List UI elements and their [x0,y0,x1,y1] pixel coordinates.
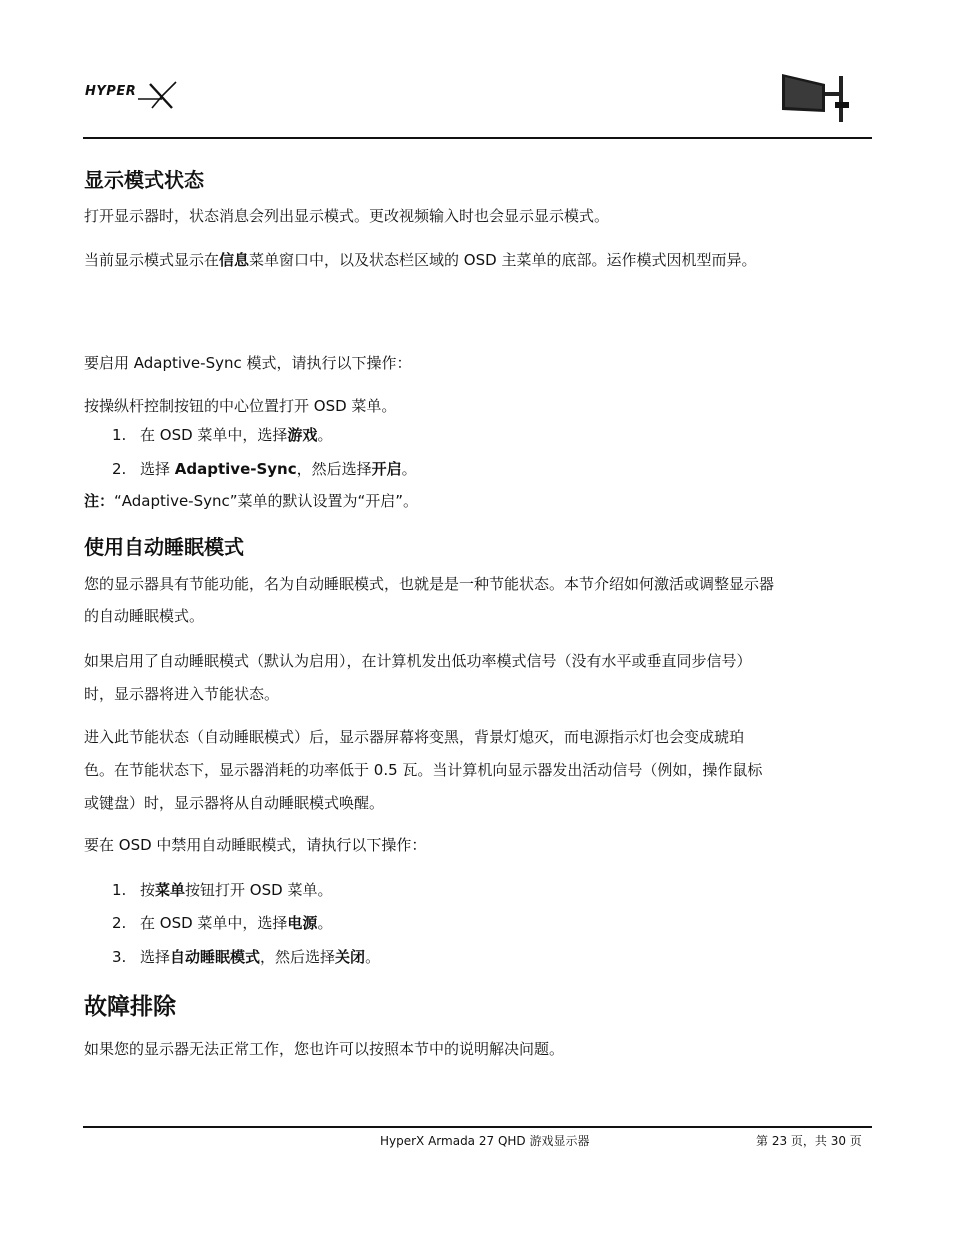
sleep-step-1: 1. 按菜单按钮打开 OSD 菜单。 [112,881,333,899]
hyperx-logo [84,80,182,110]
section-heading-sleep-mode: 使用自动睡眠模式 [84,535,244,559]
sleep-paragraph-1-line-2: 的自动睡眠模式。 [84,607,205,625]
sleep-paragraph-3-line-3: 或键盘）时，显示器将从自动睡眠模式唤醒。 [84,794,385,812]
sleep-paragraph-1-line-1: 您的显示器具有节能功能，名为自动睡眠模式，也就是是一种节能状态。本节介绍如何激活或调整显示器 [84,575,775,593]
footer-divider [83,1126,872,1128]
display-mode-paragraph-2: 当前显示模式显示在信息菜单窗口中，以及状态栏区域的 OSD 主菜单的底部。运作模式因机型而异。 [84,251,757,269]
footer-page-number: 第 23 页，共 30 页 [756,1134,862,1148]
adaptive-sync-intro: 要启用 Adaptive-Sync 模式，请执行以下操作： [84,354,412,372]
adaptive-sync-note: 注：“Adaptive-Sync”菜单的默认设置为“开启”。 [84,492,419,510]
section-heading-display-mode: 显示模式状态 [84,168,204,192]
sleep-step-2: 2. 在 OSD 菜单中，选择电源。 [112,914,333,932]
sleep-paragraph-4: 要在 OSD 中禁用自动睡眠模式，请执行以下操作： [84,836,427,854]
adaptive-sync-step-2: 2. 选择 Adaptive-Sync，然后选择开启。 [112,460,417,478]
sleep-step-3: 3. 选择自动睡眠模式，然后选择关闭。 [112,948,381,966]
footer-document-title: HyperX Armada 27 QHD 游戏显示器 [380,1134,590,1148]
section-heading-troubleshooting: 故障排除 [84,994,176,1020]
sleep-paragraph-2-line-2: 时，显示器将进入节能状态。 [84,685,280,703]
monitor-arm-icon [779,72,851,124]
display-mode-paragraph-1: 打开显示器时，状态消息会列出显示模式。更改视频输入时也会显示显示模式。 [84,207,610,225]
svg-text:HYPER: HYPER [85,84,137,99]
sleep-paragraph-3-line-1: 进入此节能状态（自动睡眠模式）后，显示器屏幕将变黑，背景灯熄灭，而电源指示灯也会变成琥珀 [84,728,745,746]
sleep-paragraph-3-line-2: 色。在节能状态下，显示器消耗的功率低于 0.5 瓦。当计算机向显示器发出活动信号（例如，操作鼠标 [84,761,763,779]
sleep-paragraph-2-line-1: 如果启用了自动睡眠模式（默认为启用），在计算机发出低功率模式信号（没有水平或垂直同步信号） [84,652,752,670]
troubleshooting-paragraph: 如果您的显示器无法正常工作，您也许可以按照本节中的说明解决问题。 [84,1040,565,1058]
header-divider [83,137,872,139]
adaptive-sync-step-1: 1. 在 OSD 菜单中，选择游戏。 [112,426,333,444]
adaptive-sync-step-0: 按操纵杆控制按钮的中心位置打开 OSD 菜单。 [84,397,397,415]
